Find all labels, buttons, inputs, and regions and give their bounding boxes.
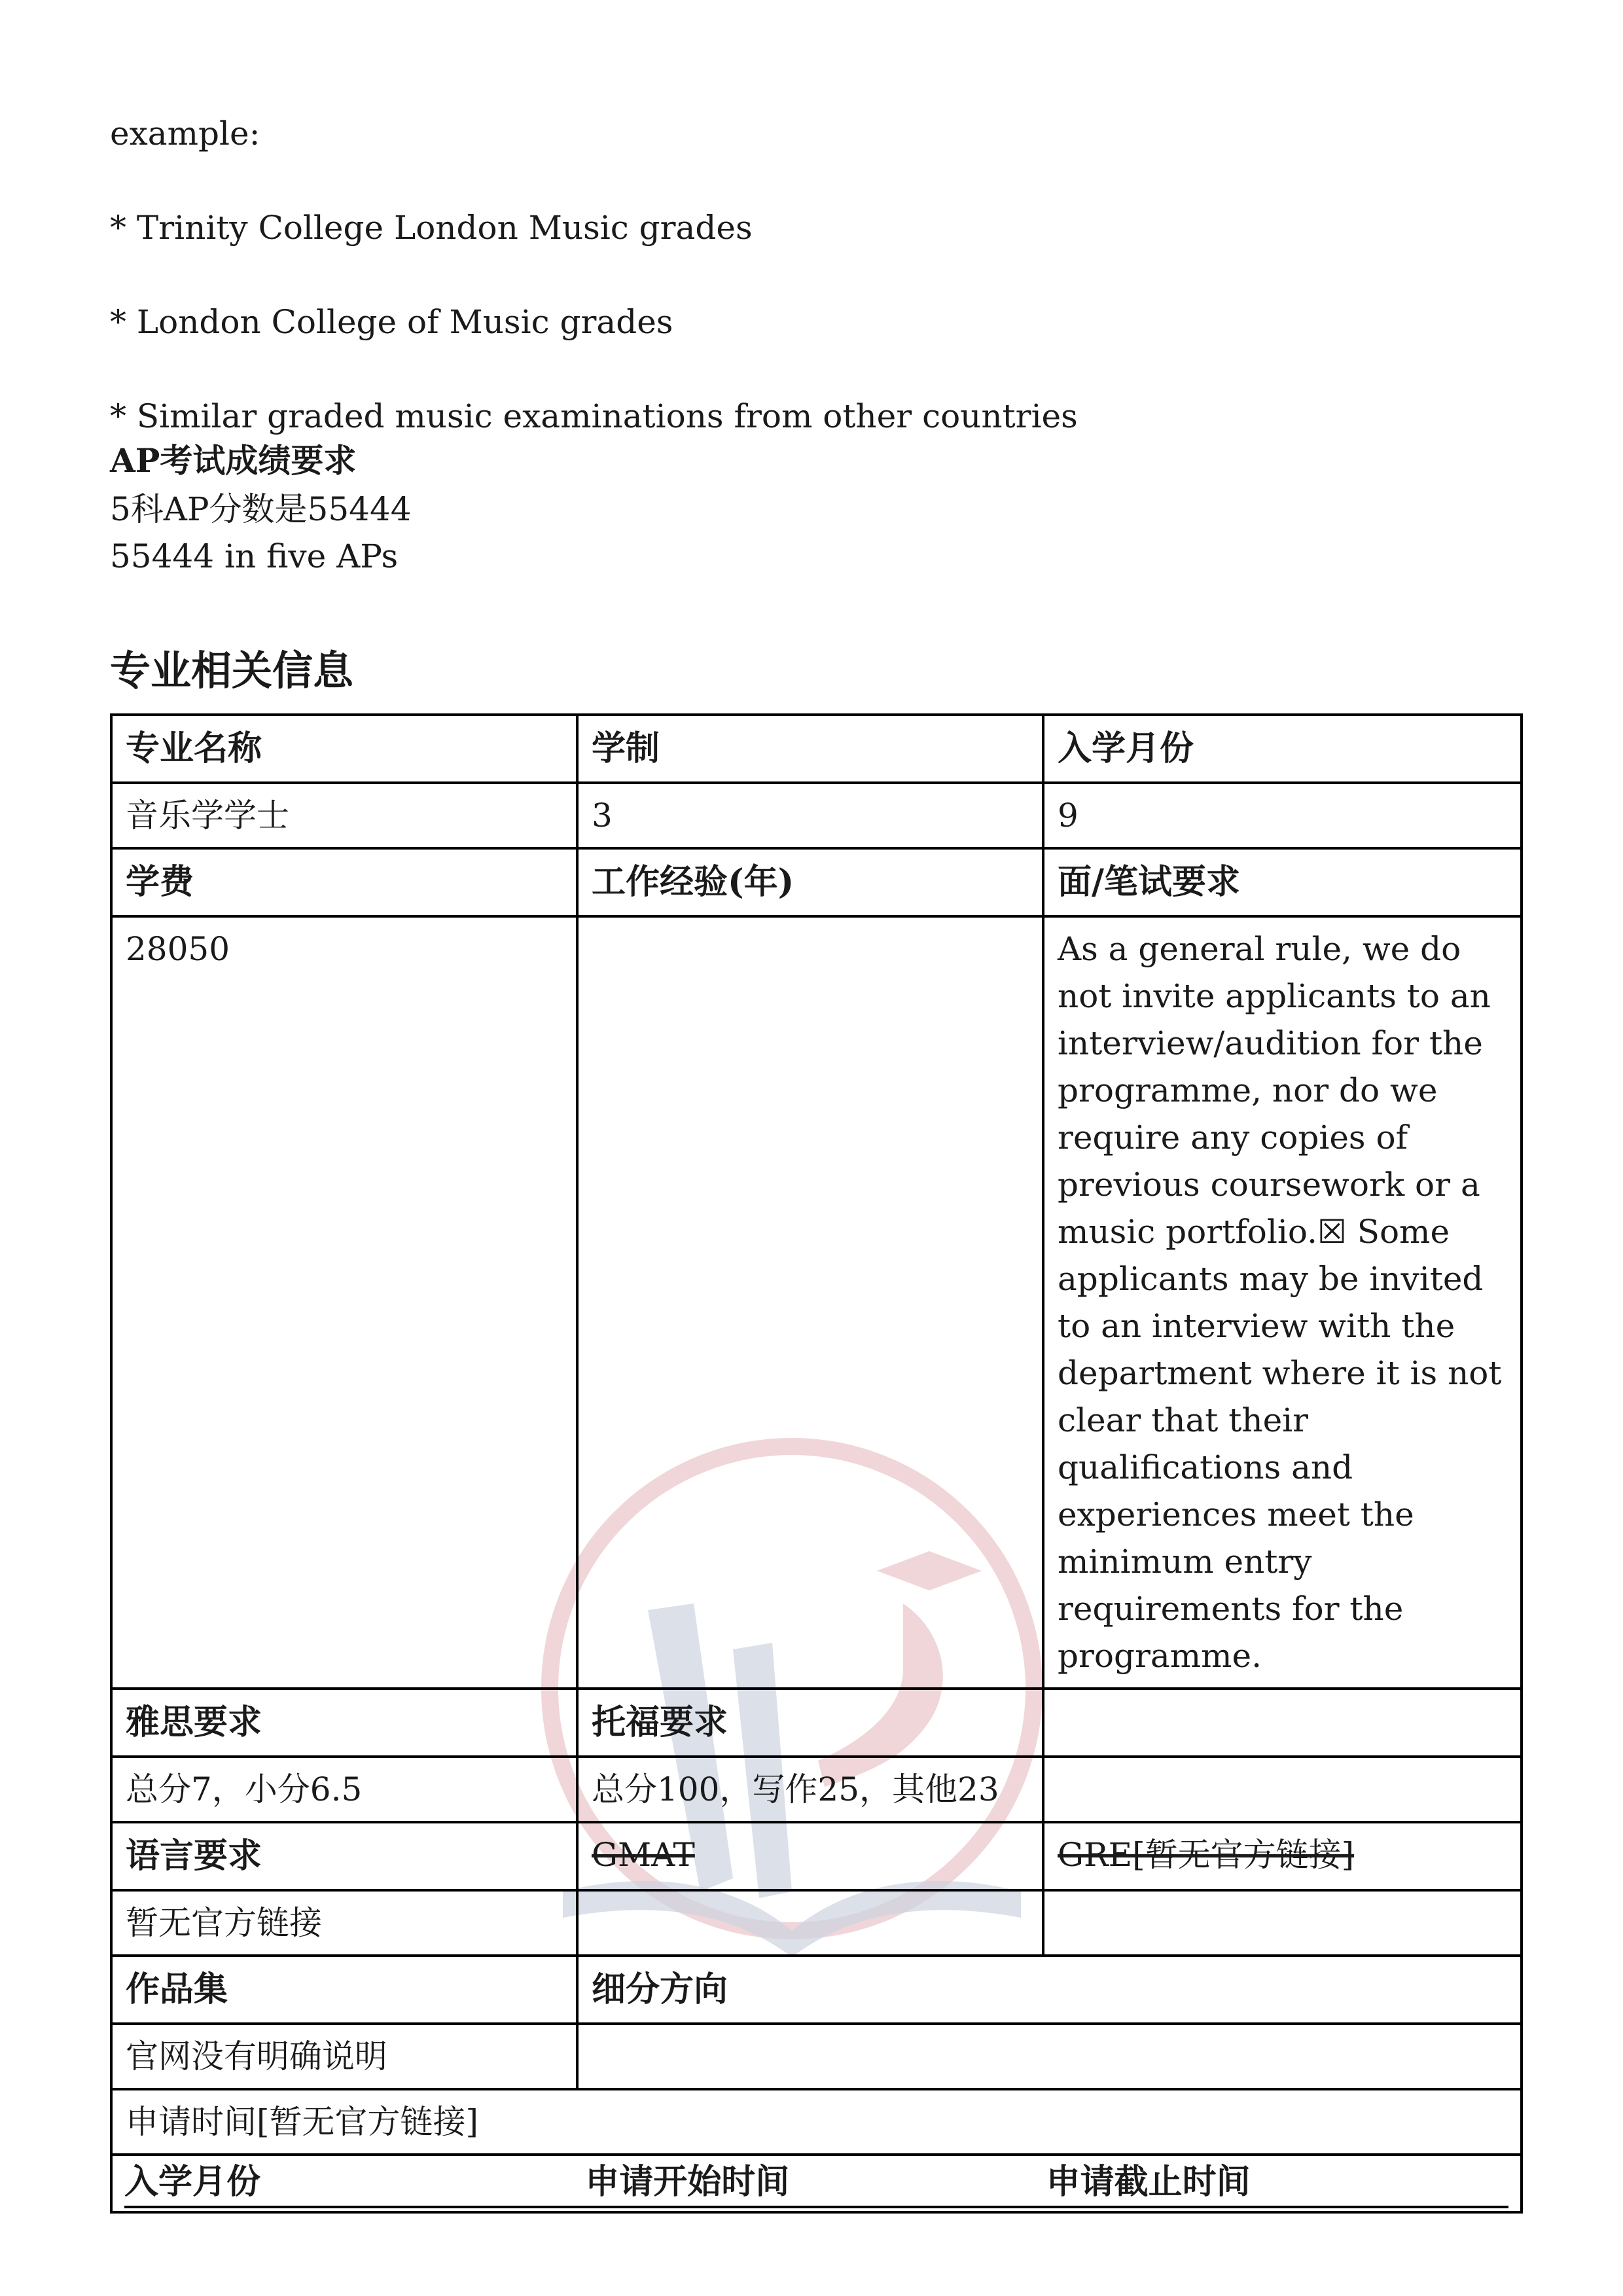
empty-cell <box>1043 1757 1522 1822</box>
example-label: example: <box>110 115 260 152</box>
header-portfolio: 作品集 <box>111 1956 577 2024</box>
header-application-deadline: 申请截止时间 <box>1046 2162 1251 2202</box>
list-item: * Trinity College London Music grades <box>110 209 753 247</box>
header-ielts: 雅思要求 <box>111 1689 577 1757</box>
header-final-intake-month: 入学月份 <box>124 2162 261 2202</box>
header-gre: GRE[暂无官方链接] <box>1043 1822 1522 1890</box>
header-toefl: 托福要求 <box>577 1689 1043 1757</box>
sub-direction-value <box>577 2024 1522 2089</box>
section-title: 专业相关信息 <box>110 647 354 694</box>
header-intake-month: 入学月份 <box>1043 715 1522 783</box>
portfolio-value: 官网没有明确说明 <box>111 2024 577 2089</box>
header-tuition: 学费 <box>111 848 577 916</box>
header-application-start: 申请开始时间 <box>585 2162 790 2202</box>
header-gmat: GMAT <box>577 1822 1043 1890</box>
application-dates-header <box>111 2155 1522 2212</box>
empty-cell <box>1043 1689 1522 1757</box>
major-name-value: 音乐学学士 <box>111 783 577 848</box>
language-requirement-value: 暂无官方链接 <box>111 1890 577 1956</box>
ap-requirement-en: 55444 in five APs <box>110 537 399 575</box>
interview-requirement-value: As a general rule, we do not invite applicants to an interview/audition for the programme, nor do we require any copies of previous coursework or a music portfolio.☒ Some applicants may be invited to an interview with the department where it is not clear that their qualifications and experiences meet the minimum entry requirements for the programme. <box>1043 916 1522 1689</box>
ap-requirement-cn: 5科AP分数是55444 <box>110 490 412 528</box>
ap-title: AP考试成绩要求 <box>110 441 357 480</box>
header-sub-direction: 细分方向 <box>577 1956 1522 2024</box>
work-experience-value <box>577 916 1043 1689</box>
gmat-value <box>577 1890 1043 1956</box>
ielts-value: 总分7，小分6.5 <box>111 1757 577 1822</box>
header-interview-requirement: 面/笔试要求 <box>1043 848 1522 916</box>
list-item: * London College of Music grades <box>110 303 673 341</box>
gre-value <box>1043 1890 1522 1956</box>
toefl-value: 总分100，写作25，其他23 <box>577 1757 1043 1822</box>
duration-value: 3 <box>577 783 1043 848</box>
list-item: * Similar graded music examinations from other countries <box>110 397 1078 435</box>
application-time: 申请时间[暂无官方链接] <box>111 2089 1522 2155</box>
header-major-name: 专业名称 <box>111 715 577 783</box>
intake-month-value: 9 <box>1043 783 1522 848</box>
program-info-table <box>110 713 1523 2214</box>
header-duration: 学制 <box>577 715 1043 783</box>
header-language-requirement: 语言要求 <box>111 1822 577 1890</box>
header-work-experience: 工作经验(年) <box>577 848 1043 916</box>
tuition-value: 28050 <box>111 916 577 1689</box>
